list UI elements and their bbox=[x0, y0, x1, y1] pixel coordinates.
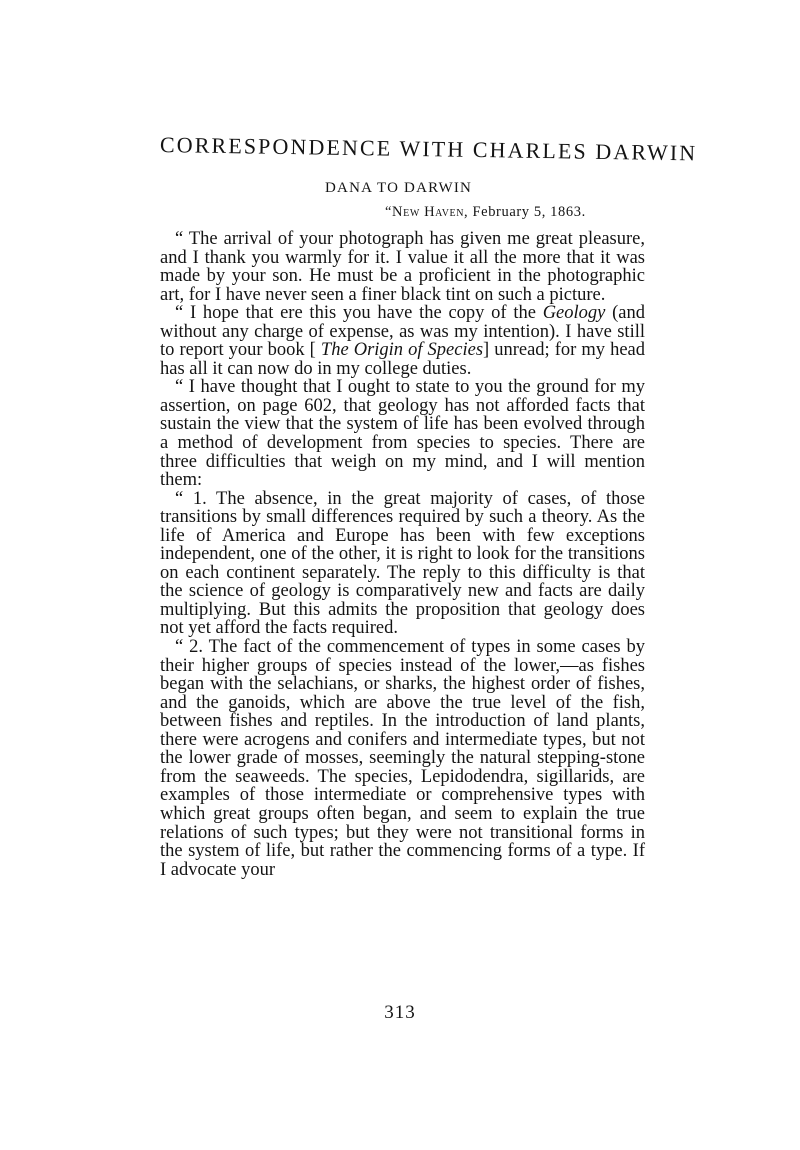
paragraph-text: “ The arrival of your photograph has given me great pleasure, and I thank you warmly for it. I value it all the more that it was made by your son. He must be a proficient in the photographic art, for I have never seen a finer black tint on such a picture. bbox=[160, 229, 645, 305]
dateline-open-quote: “ bbox=[385, 204, 393, 220]
letter-body bbox=[160, 230, 645, 879]
dateline-place: New Haven bbox=[392, 204, 465, 220]
paragraph-text: (and without any charge of expense, as was my intention). I have still to report your book [ bbox=[160, 303, 646, 361]
paragraph-text: “ I hope that ere this you have the copy of the bbox=[175, 303, 543, 324]
letter-paragraph bbox=[160, 230, 645, 304]
dateline-date: , February 5, 1863. bbox=[464, 204, 586, 220]
paragraph-text: ] unread; for my head has all it can now do in my college duties. bbox=[160, 340, 645, 379]
page-number: 313 bbox=[384, 1002, 416, 1023]
letter-paragraph bbox=[160, 490, 645, 638]
running-head: CORRESPONDENCE WITH CHARLES DARWIN bbox=[159, 132, 698, 166]
letter-title: DANA TO DARWIN bbox=[325, 180, 473, 196]
italic-title: Geology bbox=[542, 303, 606, 324]
letter-paragraph bbox=[160, 304, 645, 378]
paragraph-text: “ I have thought that I ought to state to you the ground for my assertion, on page 602, that geology has not afforded facts that sustain the view that the system of life has been evolved through a method of development from species to species. There are three difficulties that weigh on my mind, and I will mention them: bbox=[160, 377, 645, 491]
italic-title: The Origin of Species bbox=[320, 340, 484, 361]
paragraph-text: “ 1. The absence, in the great majority of cases, of those transitions by small differences required by such a theory. As the life of America and Europe has been with few exceptions independent, one of the other, it is right to look for the transitions on each continent separately. The reply to this difficulty is that the science of geology is comparatively new and facts are daily multiplying. But this admits the proposition that geology does not yet afford the facts required. bbox=[160, 488, 645, 639]
paragraph-text: “ 2. The fact of the commencement of types in some cases by their higher groups of species instead of the lower,—as fishes began with the selachians, or sharks, the highest order of fishes, and the ganoids, which are above the true level of the fish, between fishes and reptiles. In the introduction of land plants, there were acrogens and conifers and intermediate types, but not the lower grade of mosses, seemingly the natural stepping-stone from the seaweeds. The species, Lepidodendra, sigillarids, are examples of those intermediate or comprehensive types with which great groups often began, and seem to explain the true relations of such types; but they were not transitional forms in the system of life, but rather the commencing forms of a type. If I advocate your bbox=[160, 637, 645, 880]
letter-paragraph bbox=[160, 638, 645, 879]
letter-paragraph bbox=[160, 378, 645, 489]
letter-dateline bbox=[385, 203, 586, 221]
